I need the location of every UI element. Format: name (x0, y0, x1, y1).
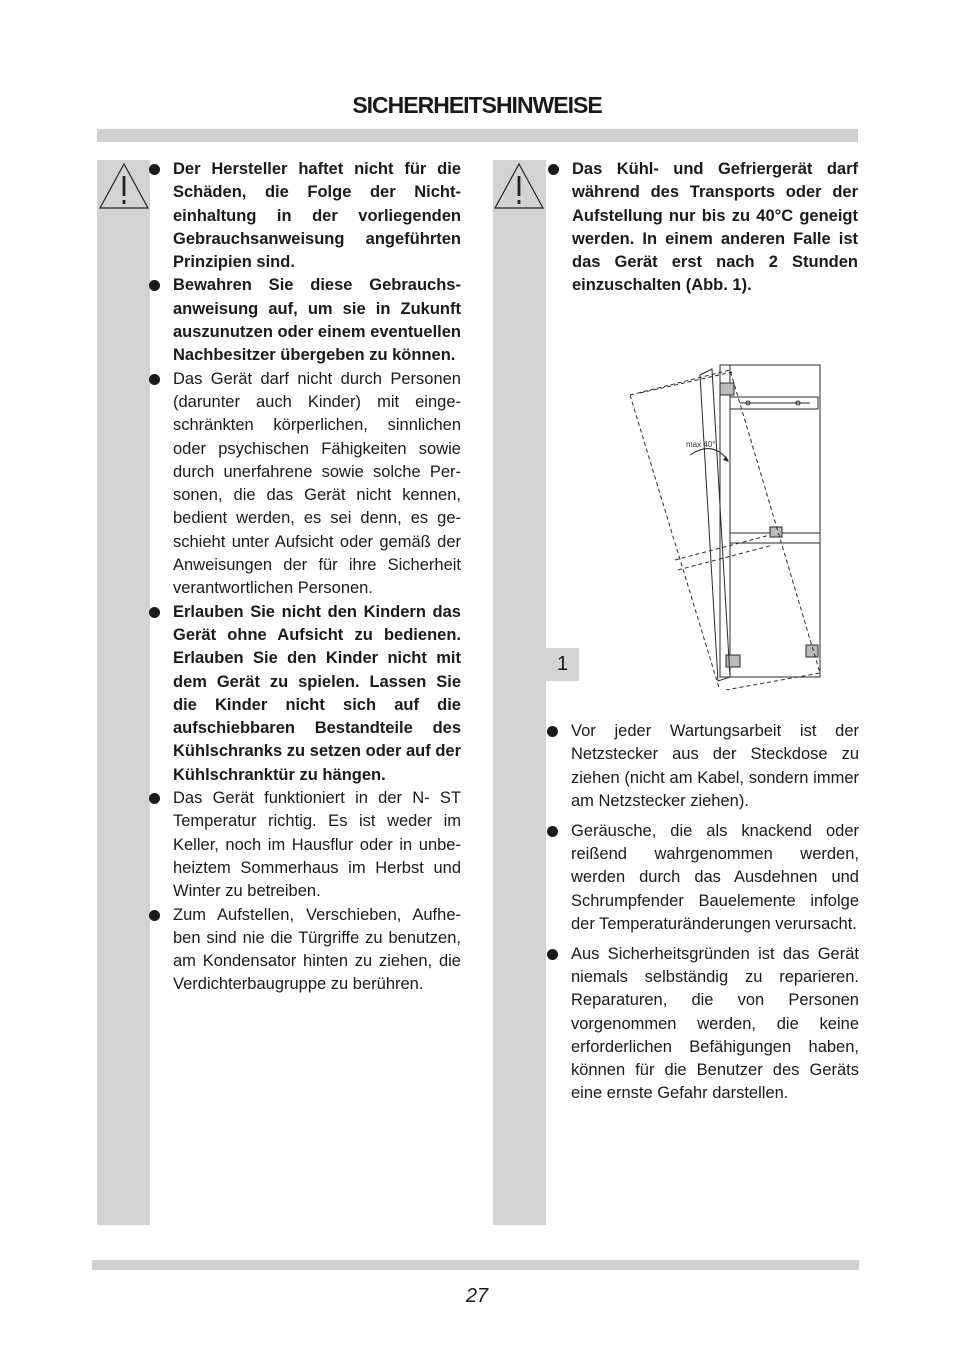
left-safety-list (148, 158, 461, 997)
bullet-dot-icon (149, 793, 160, 804)
page-number: 27 (465, 1285, 489, 1307)
list-item: Zum Aufstellen, Verschieben, Aufheben sind nie die Türgriffe zu benutzen, am Kondensator hinten zu ziehen, die Verdichterbaugruppe zu berühren. (148, 904, 461, 997)
right-top-safety-list (547, 158, 858, 298)
list-item: Das Kühl- und Gefriergerät darf während des Transports oder der Aufstellung nur bis zu 40°C geneigt werden. In einem anderen Falle ist das Gerät erst nach 2 Stunden einzuschalten (Abb. 1). (547, 158, 858, 298)
bullet-dot-icon (547, 826, 558, 837)
list-item: Geräusche, die als knackend oder reißend wahrgenommen werden, werden durch das Ausdehnen und Schrumpfender Bauelemente infolge der Temperaturänderungen verursacht. (546, 820, 859, 936)
list-item: Das Gerät darf nicht durch Personen (darunter auch Kinder) mit eingeschränkten körperlichen, sinnlichen oder psychischen Fähigkeiten sowie durch unerfahrene sowie solche Personen, die das Gerät nicht kennen, bedient werden, es sei denn, es geschieht unter Aufsicht oder gemäß der Anweisungen der für ihre Sicherheit verantwortlichen Personen. (148, 368, 461, 601)
right-margin-strip (493, 160, 546, 1225)
bullet-dot-icon (548, 164, 559, 175)
fridge-tilt-figure (620, 355, 830, 690)
header-divider-bar (97, 129, 858, 142)
footer-divider-bar (92, 1260, 859, 1270)
list-item: Erlauben Sie nicht den Kindern das Gerät ohne Aufsicht zu bedienen. Erlauben Sie den Kinder nicht mit dem Gerät zu spielen. Lassen Sie die Kinder nicht sich auf die aufschiebbaren Bestandteile des Kühlschranks zu setzen oder auf der Kühlschranktür zu hängen. (148, 601, 461, 787)
bullet-dot-icon (547, 726, 558, 737)
angle-label: max 40° (686, 440, 716, 449)
bullet-dot-icon (149, 910, 160, 921)
figure-number: 1 (546, 648, 579, 681)
bullet-dot-icon (547, 949, 558, 960)
list-item: Das Gerät funktioniert in der N- ST Temperatur richtig. Es ist weder im Keller, noch im Hausflur oder in unbeheiztem Sommerhaus im Herbst und Winter zu betreiben. (148, 787, 461, 903)
page-title: SICHERHEITSHINWEISE (352, 92, 602, 118)
bullet-dot-icon (149, 374, 160, 385)
bullet-dot-icon (149, 164, 160, 175)
right-bottom-safety-list (546, 720, 859, 1112)
list-item: Der Hersteller haftet nicht für die Schäden, die Folge der Nichteinhaltung in der vorliegenden Gebrauchsanweisung angeführten Prinzipien sind. (148, 158, 461, 274)
list-item: Vor jeder Wartungsarbeit ist der Netzstecker aus der Steckdose zu ziehen (nicht am Kabel, sondern immer am Netzstecker ziehen). (546, 720, 859, 813)
bullet-dot-icon (149, 280, 160, 291)
warning-triangle-icon (98, 162, 150, 210)
bullet-dot-icon (149, 607, 160, 618)
left-margin-strip (97, 160, 150, 1225)
list-item: Aus Sicherheitsgründen ist das Gerät niemals selbständig zu reparieren. Reparaturen, die von Personen vorgenommen werden, die keine erforderlichen Befähigungen haben, können für die Benutzer des Geräts eine ernste Gefahr darstellen. (546, 943, 859, 1106)
list-item: Bewahren Sie diese Gebrauchsanweisung auf, um sie in Zukunft auszunutzen oder einem eventuellen Nachbesitzer übergeben zu können. (148, 274, 461, 367)
warning-triangle-icon (493, 162, 545, 210)
